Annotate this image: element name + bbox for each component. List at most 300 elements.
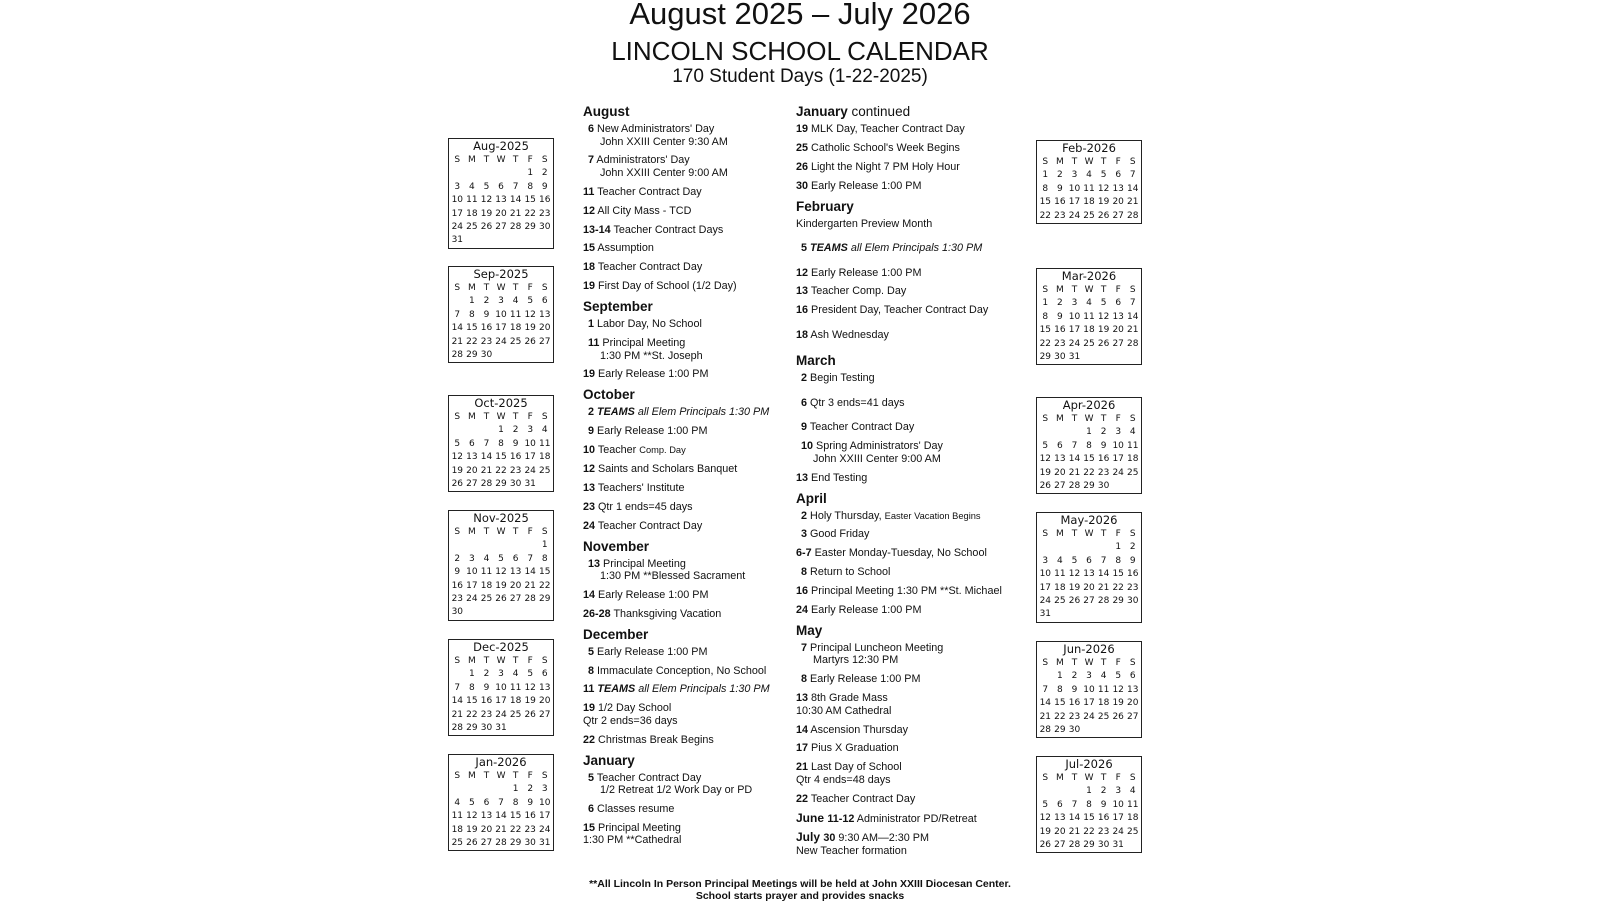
day-cell: 12 bbox=[524, 682, 536, 693]
day-cell: 24 bbox=[1112, 467, 1124, 478]
day-cell: 16 bbox=[480, 696, 493, 707]
event-text: Teacher Comp. Day bbox=[810, 285, 907, 298]
month-heading bbox=[583, 627, 808, 643]
day-cell: 8 bbox=[1042, 311, 1049, 322]
day-cell: 27 bbox=[1127, 711, 1139, 722]
day-cell: 20 bbox=[509, 580, 522, 591]
event-line bbox=[801, 673, 1036, 686]
day-cell: 20 bbox=[1054, 826, 1066, 837]
weekday-label: S bbox=[1129, 414, 1136, 424]
event-date: 11 bbox=[588, 337, 600, 350]
calendar-event bbox=[583, 665, 808, 678]
day-cell: 24 bbox=[1083, 711, 1095, 722]
month-name: August bbox=[583, 104, 630, 119]
event-date: 6 bbox=[801, 396, 808, 409]
event-text: Principal Meeting bbox=[602, 337, 686, 350]
day-cell: 17 bbox=[1112, 454, 1124, 465]
weekday-label: T bbox=[512, 656, 519, 666]
day-cell: 28 bbox=[495, 837, 507, 848]
calendar-event bbox=[583, 734, 808, 747]
calendar-event bbox=[583, 280, 808, 293]
day-cell: 2 bbox=[527, 784, 534, 795]
event-line bbox=[583, 186, 808, 199]
day-cell bbox=[523, 349, 538, 362]
event-date: 8 bbox=[801, 566, 808, 579]
event-date: 26 bbox=[796, 160, 809, 173]
calendar-event bbox=[796, 161, 1036, 174]
day-cell: 27 bbox=[509, 593, 522, 604]
event-rest bbox=[823, 832, 929, 844]
event-line bbox=[583, 734, 808, 747]
event-text: Assumption bbox=[597, 242, 654, 255]
day-cell: 15 bbox=[524, 195, 536, 206]
day-cell: 8 bbox=[469, 682, 475, 693]
day-cell: 16 bbox=[539, 195, 551, 206]
day-cell: 31 bbox=[451, 235, 464, 246]
calendar-event bbox=[796, 397, 1036, 410]
weekday-header bbox=[1037, 284, 1141, 297]
calendar-event bbox=[796, 585, 1036, 598]
weekday-label: W bbox=[1084, 529, 1094, 539]
calendar-event bbox=[796, 547, 1036, 560]
event-text: New Administrators' Day bbox=[597, 123, 715, 135]
student-days: 170 Student Days (1-22-2025) bbox=[672, 66, 928, 87]
calendar-title: August 2025 – July 2026 bbox=[629, 0, 971, 31]
day-cell: 5 bbox=[1100, 170, 1107, 181]
day-cell: 9 bbox=[512, 438, 519, 449]
day-cell: 29 bbox=[524, 221, 536, 232]
calendar-event bbox=[796, 180, 1036, 193]
mini-calendar bbox=[448, 138, 554, 249]
day-cell bbox=[1082, 351, 1097, 364]
event-text: Teacher Contract Day bbox=[597, 185, 702, 198]
weekday-label: S bbox=[541, 656, 548, 666]
day-cell: 24 bbox=[1068, 338, 1081, 349]
day-cell: 17 bbox=[1083, 698, 1095, 709]
day-cell: 18 bbox=[539, 452, 551, 463]
day-cell: 22 bbox=[466, 709, 478, 720]
calendar-event bbox=[583, 646, 808, 659]
month-continued: continued bbox=[847, 104, 911, 119]
month-name: October bbox=[583, 387, 635, 403]
event-line bbox=[796, 793, 1036, 806]
day-cell: 3 bbox=[541, 784, 548, 795]
weekday-label: S bbox=[541, 283, 548, 293]
day-cell: 1 bbox=[512, 784, 519, 795]
weekday-label: M bbox=[1055, 529, 1064, 539]
event-date: 9 bbox=[801, 421, 808, 434]
day-cell bbox=[537, 722, 552, 735]
weekday-label: T bbox=[1071, 529, 1078, 539]
event-text: Principal Meeting 1:30 PM **St. Michael bbox=[811, 585, 1002, 598]
calendar-event bbox=[583, 337, 808, 362]
day-cell: 30 bbox=[1127, 595, 1139, 606]
day-cell: 12 bbox=[466, 811, 478, 822]
event-line bbox=[796, 812, 1036, 826]
event-date: 7 bbox=[588, 154, 595, 167]
weekday-label: F bbox=[527, 283, 533, 293]
weekday-label: S bbox=[454, 412, 461, 422]
day-cell: 23 bbox=[451, 593, 464, 604]
week-row bbox=[1037, 453, 1141, 466]
day-cell: 13 bbox=[480, 811, 493, 822]
day-cell: 26 bbox=[1112, 711, 1124, 722]
week-row bbox=[1037, 426, 1141, 439]
calendar-event bbox=[583, 683, 808, 696]
event-line bbox=[801, 566, 1036, 579]
day-cell: 19 bbox=[1097, 197, 1110, 208]
day-cell: 15 bbox=[509, 811, 522, 822]
day-cell: 11 bbox=[480, 567, 493, 578]
day-cell: 6 bbox=[483, 797, 490, 808]
day-cell: 24 bbox=[539, 824, 551, 835]
event-line bbox=[796, 142, 1036, 155]
event-line bbox=[588, 803, 808, 816]
day-cell: 28 bbox=[1068, 839, 1081, 850]
event-date: 12 bbox=[583, 204, 596, 217]
day-cell: 17 bbox=[1112, 813, 1124, 824]
day-cell bbox=[494, 234, 509, 247]
day-cell: 21 bbox=[1039, 711, 1052, 722]
month-name: December bbox=[583, 626, 649, 642]
day-cell: 17 bbox=[451, 208, 464, 219]
day-cell: 4 bbox=[1086, 170, 1092, 181]
day-cell: 21 bbox=[509, 208, 522, 219]
day-cell: 8 bbox=[527, 181, 534, 192]
day-cell: 30 bbox=[539, 221, 551, 232]
event-line bbox=[796, 604, 1036, 617]
weekday-header bbox=[449, 526, 553, 539]
mini-calendar-title: Jul-2026 bbox=[1065, 757, 1113, 771]
week-row bbox=[449, 797, 553, 810]
day-cell: 15 bbox=[466, 696, 478, 707]
day-cell: 6 bbox=[1115, 298, 1122, 309]
event-line bbox=[588, 558, 808, 571]
day-cell: 4 bbox=[483, 553, 490, 564]
day-cell: 14 bbox=[1068, 454, 1081, 465]
day-cell bbox=[494, 783, 509, 796]
week-row bbox=[1037, 311, 1141, 324]
event-line bbox=[583, 683, 808, 696]
day-cell: 1 bbox=[1042, 298, 1049, 309]
event-detail: John XXIII Center 9:00 AM bbox=[600, 166, 728, 179]
day-cell: 6 bbox=[498, 181, 504, 192]
day-cell bbox=[450, 783, 465, 796]
event-text: Classes resume bbox=[597, 803, 675, 816]
day-cell: 3 bbox=[1042, 555, 1049, 566]
week-row bbox=[1037, 595, 1141, 608]
day-cell bbox=[1125, 608, 1140, 621]
event-line bbox=[801, 421, 1036, 434]
day-cell: 10 bbox=[1112, 799, 1124, 810]
day-cell: 27 bbox=[539, 336, 551, 347]
day-cell: 9 bbox=[1129, 555, 1136, 566]
day-cell: 16 bbox=[1054, 325, 1066, 336]
day-cell: 25 bbox=[480, 593, 493, 604]
day-cell bbox=[1053, 785, 1068, 798]
weekday-label: S bbox=[454, 527, 461, 537]
event-text: Teacher bbox=[597, 444, 637, 457]
day-cell: 8 bbox=[1115, 555, 1122, 566]
event-date: 23 bbox=[583, 500, 596, 513]
day-cell: 6 bbox=[1057, 440, 1063, 451]
weekday-label: S bbox=[1129, 529, 1136, 539]
day-cell bbox=[465, 783, 480, 796]
day-cell: 15 bbox=[1083, 454, 1095, 465]
event-date: 11-12 bbox=[827, 812, 855, 825]
day-cell bbox=[494, 606, 509, 619]
day-cell: 7 bbox=[512, 181, 519, 192]
day-cell: 30 bbox=[1068, 724, 1081, 735]
day-cell: 26 bbox=[1039, 480, 1052, 491]
calendar-event bbox=[796, 267, 1036, 280]
day-cell: 23 bbox=[1097, 467, 1110, 478]
day-cell: 9 bbox=[1057, 311, 1063, 322]
day-cell: 28 bbox=[524, 593, 536, 604]
day-cell: 2 bbox=[1129, 542, 1136, 553]
weekday-label: T bbox=[1071, 773, 1078, 783]
event-line bbox=[796, 831, 1036, 845]
day-cell: 9 bbox=[483, 682, 490, 693]
day-cell: 11 bbox=[1097, 684, 1110, 695]
day-cell: 13 bbox=[495, 195, 507, 206]
event-date: 19 bbox=[583, 280, 596, 293]
day-cell: 7 bbox=[1042, 684, 1049, 695]
day-cell: 21 bbox=[524, 580, 536, 591]
weekday-label: M bbox=[1055, 414, 1064, 424]
event-line bbox=[796, 161, 1036, 174]
week-row bbox=[449, 234, 553, 247]
event-date: 12 bbox=[583, 462, 596, 475]
mini-calendar bbox=[1036, 140, 1142, 224]
mini-calendar bbox=[448, 639, 554, 736]
event-detail: John XXIII Center 9:00 AM bbox=[813, 452, 941, 465]
week-row bbox=[1037, 608, 1141, 621]
week-row bbox=[1037, 724, 1141, 737]
day-cell: 10 bbox=[1068, 311, 1081, 322]
day-cell: 25 bbox=[451, 837, 464, 848]
day-cell: 18 bbox=[1127, 813, 1139, 824]
event-date: 8 bbox=[801, 673, 808, 686]
day-cell bbox=[465, 539, 480, 552]
day-cell: 19 bbox=[1039, 467, 1052, 478]
event-date: 26-28 bbox=[583, 607, 611, 620]
calendar-event bbox=[796, 793, 1036, 806]
day-cell: 16 bbox=[480, 323, 493, 334]
day-cell: 10 bbox=[1112, 440, 1124, 451]
day-cell: 19 bbox=[1039, 826, 1052, 837]
weekday-label: T bbox=[512, 283, 519, 293]
event-text: Early Release 1:00 PM bbox=[597, 425, 708, 438]
event-date: 5 bbox=[588, 771, 595, 784]
day-cell: 21 bbox=[495, 824, 507, 835]
day-cell: 3 bbox=[1115, 427, 1122, 438]
day-cell: 14 bbox=[1068, 813, 1081, 824]
event-text: Teacher Contract Day bbox=[596, 771, 702, 784]
day-cell: 3 bbox=[469, 553, 475, 564]
day-cell: 23 bbox=[480, 336, 493, 347]
day-cell: 21 bbox=[1068, 467, 1081, 478]
week-row bbox=[1037, 568, 1141, 581]
weekday-label: W bbox=[496, 412, 506, 422]
calendar-event bbox=[796, 761, 1036, 786]
calendar-event bbox=[796, 304, 1036, 317]
day-cell: 5 bbox=[469, 797, 475, 808]
event-text: Teacher Contract Days bbox=[613, 223, 724, 236]
event-line bbox=[796, 472, 1036, 485]
day-cell: 31 bbox=[495, 722, 507, 733]
weekday-label: W bbox=[1084, 658, 1094, 668]
day-cell: 24 bbox=[495, 709, 507, 720]
day-cell: 31 bbox=[524, 478, 536, 489]
week-row bbox=[449, 695, 553, 708]
week-row bbox=[449, 194, 553, 207]
day-cell bbox=[523, 539, 538, 552]
day-cell: 19 bbox=[451, 465, 464, 476]
event-date: 11 bbox=[583, 683, 595, 696]
day-cell: 15 bbox=[1039, 197, 1052, 208]
day-cell: 21 bbox=[1068, 826, 1081, 837]
calendar-event bbox=[796, 242, 1036, 255]
calendar-event bbox=[796, 742, 1036, 755]
day-cell: 18 bbox=[509, 696, 522, 707]
day-cell: 7 bbox=[454, 309, 461, 320]
day-cell: 4 bbox=[469, 181, 475, 192]
month-name: July bbox=[796, 830, 821, 845]
day-cell: 29 bbox=[466, 349, 478, 360]
day-cell: 26 bbox=[1068, 595, 1081, 606]
week-row bbox=[1037, 297, 1141, 310]
week-row bbox=[449, 668, 553, 681]
day-cell: 28 bbox=[1097, 595, 1110, 606]
event-line bbox=[588, 772, 808, 785]
month-name: June bbox=[796, 810, 825, 825]
footer-line-2: School starts prayer and provides snacks bbox=[695, 890, 905, 902]
event-line bbox=[583, 501, 808, 514]
mini-calendar-title: Mar-2026 bbox=[1061, 269, 1117, 283]
day-cell: 5 bbox=[1100, 298, 1107, 309]
event-text: All City Mass - TCD bbox=[597, 204, 692, 217]
day-cell: 18 bbox=[509, 323, 522, 334]
day-cell: 8 bbox=[541, 553, 548, 564]
day-cell: 28 bbox=[1039, 724, 1052, 735]
day-cell: 19 bbox=[1068, 582, 1081, 593]
day-cell: 27 bbox=[480, 837, 493, 848]
day-cell: 3 bbox=[454, 181, 461, 192]
week-row bbox=[449, 837, 553, 850]
events-column-left bbox=[583, 102, 808, 853]
weekday-label: T bbox=[512, 527, 519, 537]
calendar-event bbox=[796, 510, 1036, 523]
day-cell: 1 bbox=[469, 669, 475, 680]
day-cell bbox=[523, 722, 538, 735]
day-cell: 20 bbox=[495, 208, 507, 219]
calendar-event bbox=[583, 772, 808, 797]
day-cell bbox=[479, 539, 494, 552]
day-cell: 20 bbox=[480, 824, 493, 835]
weekday-label: W bbox=[496, 656, 506, 666]
day-cell: 7 bbox=[527, 553, 534, 564]
week-row bbox=[449, 478, 553, 491]
teams-word: TEAMS bbox=[597, 683, 636, 696]
event-text: Christmas Break Begins bbox=[598, 733, 714, 746]
event-detail: Qtr 2 ends=36 days bbox=[583, 714, 678, 727]
day-cell: 19 bbox=[1097, 325, 1110, 336]
weekday-label: S bbox=[1129, 285, 1136, 295]
event-detail: Martyrs 12:30 PM bbox=[813, 654, 899, 667]
day-cell: 2 bbox=[1071, 671, 1078, 682]
weekday-label: F bbox=[1115, 285, 1121, 295]
day-cell: 18 bbox=[1083, 197, 1095, 208]
day-cell: 14 bbox=[1039, 698, 1052, 709]
mini-calendar bbox=[448, 395, 554, 492]
day-cell: 10 bbox=[1083, 684, 1095, 695]
week-row bbox=[449, 336, 553, 349]
day-cell bbox=[523, 606, 538, 619]
day-cell: 3 bbox=[498, 296, 504, 307]
day-cell: 29 bbox=[495, 478, 507, 489]
event-line bbox=[796, 742, 1036, 755]
calendar-event bbox=[583, 520, 808, 533]
day-cell bbox=[450, 295, 465, 308]
day-cell: 12 bbox=[1068, 569, 1081, 580]
day-cell: 23 bbox=[1068, 711, 1081, 722]
event-detail: New Teacher formation bbox=[796, 844, 907, 857]
day-cell bbox=[537, 606, 552, 619]
day-cell: 17 bbox=[1039, 582, 1052, 593]
calendar-event bbox=[583, 463, 808, 476]
event-date: 6 bbox=[588, 803, 595, 816]
event-text: Principal Meeting bbox=[598, 821, 681, 834]
day-cell: 8 bbox=[1086, 440, 1092, 451]
weekday-label: W bbox=[496, 771, 506, 781]
weekday-label: T bbox=[512, 412, 519, 422]
event-text: Teacher Contract Day bbox=[810, 792, 916, 805]
day-cell: 28 bbox=[480, 478, 493, 489]
calendar-event bbox=[583, 444, 808, 457]
day-cell: 30 bbox=[509, 478, 522, 489]
event-line bbox=[583, 589, 808, 602]
event-text: MLK Day, Teacher Contract Day bbox=[811, 123, 965, 135]
day-cell bbox=[1125, 724, 1140, 737]
day-cell: 10 bbox=[539, 797, 551, 808]
day-cell: 10 bbox=[495, 309, 507, 320]
day-cell: 18 bbox=[1083, 325, 1095, 336]
event-date: 6-7 bbox=[796, 547, 812, 560]
day-cell: 25 bbox=[1127, 467, 1139, 478]
day-cell: 4 bbox=[1086, 298, 1092, 309]
day-cell: 24 bbox=[524, 465, 536, 476]
day-cell: 1 bbox=[1057, 671, 1063, 682]
day-cell: 5 bbox=[483, 181, 490, 192]
day-cell: 18 bbox=[466, 208, 478, 219]
week-row bbox=[1037, 812, 1141, 825]
day-cell: 27 bbox=[1083, 595, 1095, 606]
event-text: Teacher Contract Day bbox=[809, 421, 915, 434]
week-row bbox=[1037, 826, 1141, 839]
day-cell: 25 bbox=[509, 336, 522, 347]
day-cell: 9 bbox=[454, 567, 461, 578]
weekday-label: S bbox=[541, 155, 548, 165]
day-cell: 6 bbox=[469, 438, 475, 449]
event-text: all Elem Principals 1:30 PM bbox=[850, 242, 983, 255]
day-cell bbox=[479, 783, 494, 796]
mini-calendar bbox=[1036, 756, 1142, 853]
footer-line-1: **All Lincoln In Person Principal Meetings will be held at John XXIII Diocesan Center. bbox=[589, 878, 1011, 890]
weekday-label: S bbox=[454, 656, 461, 666]
day-cell: 7 bbox=[1071, 440, 1078, 451]
day-cell: 30 bbox=[480, 722, 493, 733]
